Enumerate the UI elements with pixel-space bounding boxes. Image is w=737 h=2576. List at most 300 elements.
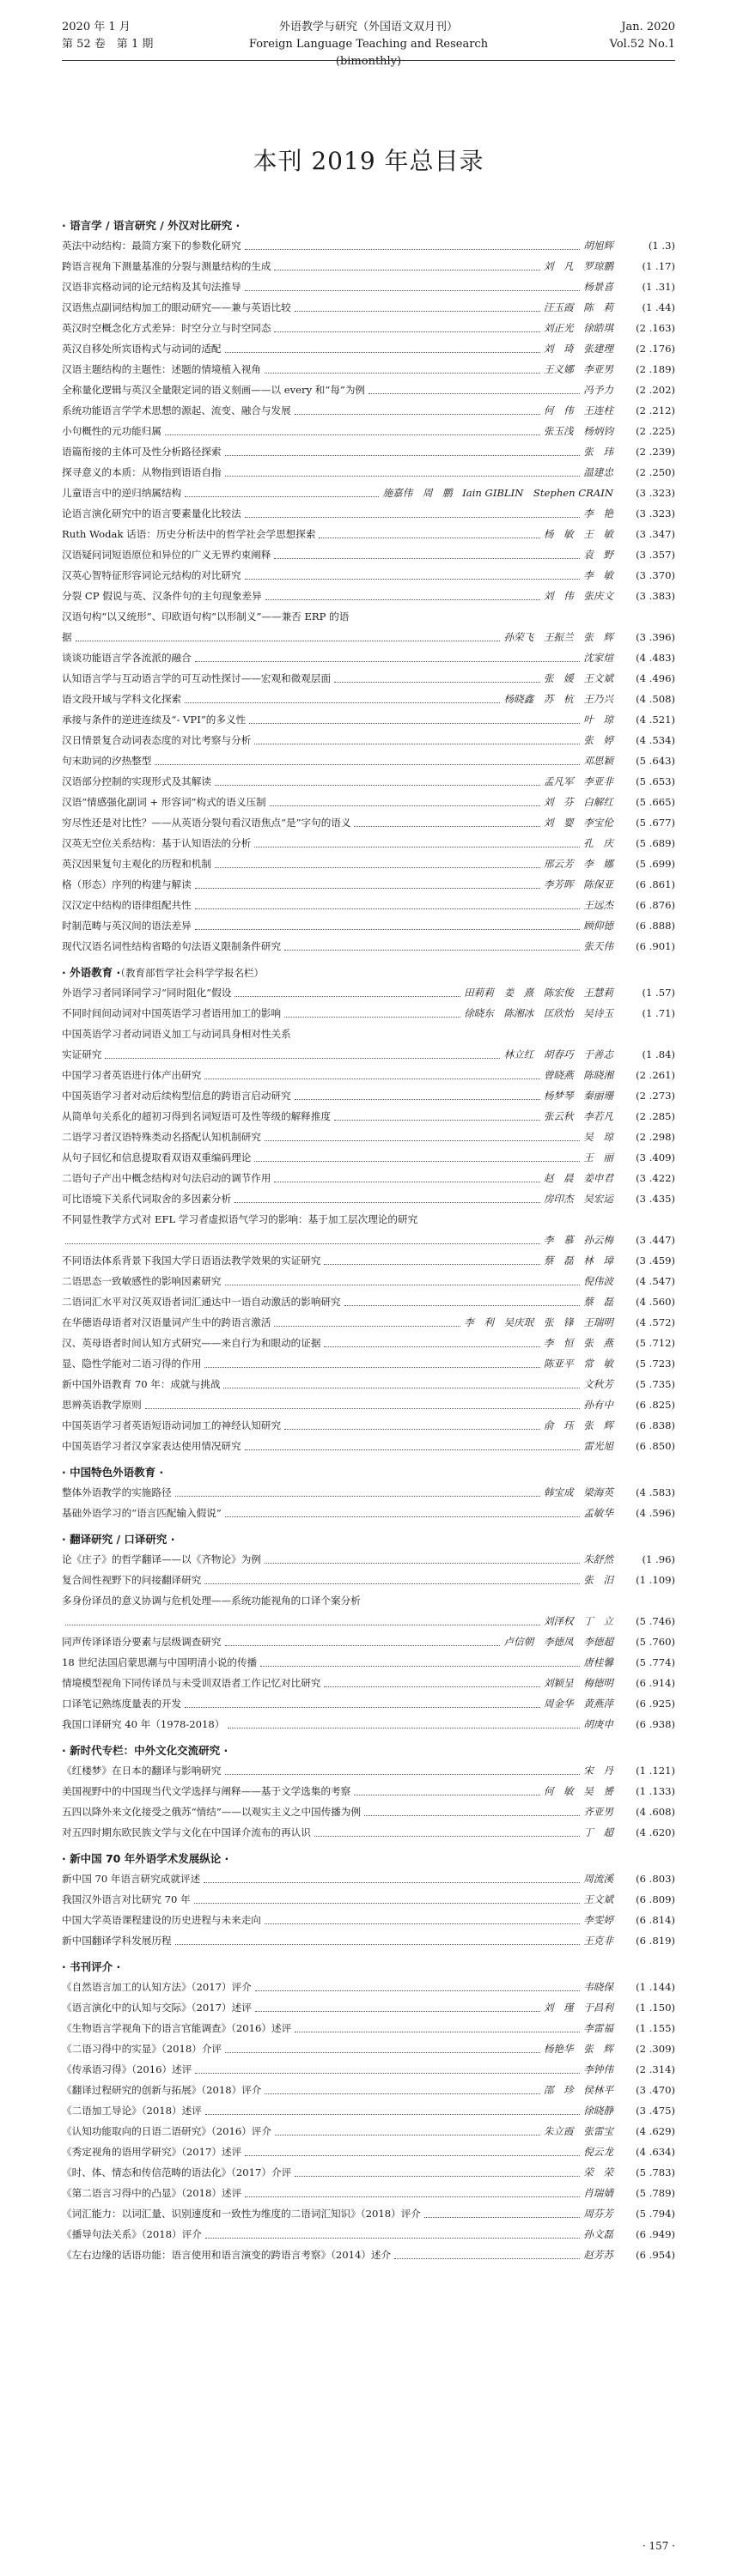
- toc-entry[interactable]: [62, 441, 675, 462]
- entry-title: 英法中动结构：最简方案下的参数化研究: [62, 240, 241, 252]
- toc-entry[interactable]: [62, 771, 675, 792]
- entry-title: 汉语句构“以又统形”、印欧语句构“以形制义”——兼否 ERP 的语: [62, 611, 350, 623]
- entry-authors: 袁 野: [583, 549, 613, 561]
- entry-page: (5 .760): [636, 1636, 675, 1648]
- toc-entry[interactable]: [62, 895, 675, 915]
- toc-entry[interactable]: [62, 462, 675, 483]
- toc-entry-continuation: [62, 627, 675, 647]
- toc-entry[interactable]: [62, 1333, 675, 1353]
- toc-entry[interactable]: [62, 1781, 675, 1801]
- entry-page: (6 .809): [636, 1893, 675, 1905]
- entry-page: (4 .483): [636, 652, 675, 664]
- toc-entry[interactable]: [62, 483, 675, 503]
- toc-entry[interactable]: [62, 338, 675, 359]
- entry-title: 汉语非宾格动词的论元结构及其句法推导: [62, 281, 241, 293]
- entry-title: 中国大学英语课程建设的历史进程与未来走向: [62, 1914, 261, 1926]
- entry-page: (2 .212): [636, 404, 675, 416]
- entry-title: 汉汉定中结构的语律组配共性: [62, 899, 192, 911]
- entry-title: 思辨英语教学原则: [62, 1399, 142, 1411]
- toc-entry[interactable]: [62, 2059, 675, 2080]
- entry-title: 英汉时空概念化方式差异：时空分立与时空同态: [62, 322, 271, 334]
- entry-authors: 王 丽: [583, 1151, 613, 1163]
- dot-leader: [245, 249, 581, 250]
- toc-entry[interactable]: [62, 2183, 675, 2203]
- entry-authors: 徐晓静: [583, 2105, 613, 2117]
- entry-title: 二语词汇水平对汉英双语者词汇通达中一语自动激活的影响研究: [62, 1296, 341, 1308]
- dot-leader: [314, 1836, 580, 1837]
- entry-title: 汉英心智特征形容词论元结构的对比研究: [62, 569, 241, 581]
- entry-authors: 杨 敏 王 敏: [543, 528, 613, 540]
- entry-page: (3 .323): [636, 507, 675, 519]
- entry-title: 《自然语言加工的认知方法》（2017）评介: [62, 1981, 252, 1993]
- entry-page: (1 .3): [648, 240, 675, 252]
- entry-page: (4 .629): [636, 2125, 675, 2137]
- entry-authors: 周金华 黄燕萍: [543, 1698, 613, 1710]
- toc-entry[interactable]: [62, 503, 675, 524]
- entry-authors: 刘 瑾 于昌利: [543, 2002, 613, 2014]
- entry-authors: 顾仰德: [583, 920, 613, 932]
- entry-title: 新中国 70 年语言研究成就评述: [62, 1873, 201, 1885]
- toc-entry[interactable]: [62, 1168, 675, 1188]
- entry-authors: 刘正光 徐皓琪: [543, 322, 613, 334]
- dot-leader: [265, 1923, 580, 1924]
- entry-title: 《秀定视角的语用学研究》（2017）述评: [62, 2146, 242, 2158]
- entry-page: (5 .746): [636, 1615, 675, 1627]
- entry-page: (3 .475): [636, 2105, 675, 2117]
- entry-authors: 施嘉伟 周 鹏 Iain GIBLIN Stephen CRAIN: [382, 487, 613, 499]
- toc-entry[interactable]: [62, 1889, 675, 1910]
- entry-page: (4 .596): [636, 1507, 675, 1519]
- toc-entry[interactable]: [62, 1868, 675, 1889]
- entry-page: (2 .298): [636, 1131, 675, 1143]
- entry-title: 《翻译过程研究的创新与拓展》（2018）评介: [62, 2084, 262, 2096]
- toc-entry[interactable]: [62, 2038, 675, 2059]
- toc-entry[interactable]: [62, 1631, 675, 1652]
- toc-entry[interactable]: [62, 2142, 675, 2162]
- dot-leader: [368, 393, 580, 394]
- toc-entry[interactable]: [62, 709, 675, 730]
- toc-entry[interactable]: [62, 318, 675, 338]
- entry-page: (6 .914): [636, 1677, 675, 1689]
- entry-page: (2 .273): [636, 1090, 675, 1102]
- toc-entry[interactable]: [62, 1910, 675, 1930]
- toc-entry[interactable]: [62, 2080, 675, 2100]
- entry-page: (3 .357): [636, 549, 675, 561]
- dot-leader: [195, 888, 540, 889]
- toc-entry[interactable]: [62, 1570, 675, 1590]
- entry-title: 时制范畴与英汉间的语法差异: [62, 920, 192, 932]
- toc-entry[interactable]: [62, 1652, 675, 1673]
- entry-title: 句末助词的汐热整型: [62, 755, 152, 767]
- entry-page: (2 .225): [636, 425, 675, 437]
- dot-leader: [185, 702, 500, 703]
- section-title: [62, 1958, 675, 1977]
- entry-page: (5 .735): [636, 1378, 675, 1390]
- entry-title: 在华德语母语者对汉语量词产生中的跨语言激活: [62, 1316, 271, 1328]
- entry-authors: 刘 婴 李宝伦: [543, 817, 613, 829]
- entry-page: (1 .121): [636, 1765, 675, 1777]
- entry-title: 英汉因果复句主观化的历程和机制: [62, 858, 211, 870]
- toc-entry[interactable]: [62, 1997, 675, 2018]
- entry-page: (3 .447): [636, 1234, 675, 1246]
- toc-entry[interactable]: [62, 982, 675, 1003]
- toc-entry[interactable]: [62, 1590, 675, 1611]
- toc-entry[interactable]: [62, 2100, 675, 2121]
- toc-entry[interactable]: [62, 689, 675, 709]
- dot-leader: [225, 455, 581, 456]
- toc-entry[interactable]: [62, 854, 675, 874]
- entry-title: 中国英语学习者动词语义加工与动词具身相对性关系: [62, 1028, 291, 1040]
- entry-authors: 文秋芳: [583, 1378, 613, 1390]
- entry-title: 《左右边缘的话语功能：语言使用和语言演变的跨语言考察》（2014）述介: [62, 2249, 392, 2261]
- dot-leader: [245, 2196, 580, 2197]
- entry-title: 汉语主题结构的主题性：述题的情境植入视角: [62, 363, 261, 375]
- entry-page: (6 .954): [636, 2249, 675, 2261]
- dot-leader: [155, 764, 580, 765]
- dot-leader: [225, 1774, 581, 1775]
- toc-entry[interactable]: [62, 1271, 675, 1291]
- entry-authors: 孙荣飞 王振兰 张 辉: [503, 631, 613, 643]
- entry-title: Ruth Wodak 话语：历史分析法中的哲学社会学思想探索: [62, 528, 316, 540]
- entry-title: 论《庄子》的哲学翻译——以《齐物论》为例: [62, 1553, 261, 1565]
- section-title-text: · 外语教育 ·: [62, 966, 121, 979]
- entry-title: 整体外语教学的实施路径: [62, 1486, 172, 1498]
- toc-entry[interactable]: [62, 1760, 675, 1781]
- dot-leader: [284, 950, 580, 951]
- section-title: [62, 1850, 675, 1868]
- toc-entry[interactable]: [62, 1291, 675, 1312]
- toc-entry[interactable]: [62, 2018, 675, 2038]
- entry-title: 跨语言视角下测量基准的分裂与测量结构的生成: [62, 260, 271, 272]
- entry-authors: 汪玉霞 陈 莉: [543, 301, 613, 313]
- entry-title: 《红楼梦》在日本的翻译与影响研究: [62, 1765, 222, 1777]
- entry-authors: 倪伟波: [583, 1275, 613, 1287]
- toc-entry[interactable]: [62, 1312, 675, 1333]
- entry-authors: 王文斌: [583, 1893, 613, 1905]
- toc-entry[interactable]: [62, 1714, 675, 1735]
- entry-page: (3 .422): [636, 1172, 675, 1184]
- entry-title: 认知语言学与互动语言学的可互动性探讨——宏观和微观层面: [62, 672, 332, 684]
- toc-entry[interactable]: [62, 647, 675, 668]
- entry-title: 情境模型视角下同传译员与未受训双语者工作记忆对比研究: [62, 1677, 321, 1689]
- dot-leader: [255, 1990, 580, 1991]
- dot-leader: [195, 908, 580, 909]
- entry-title: 外语学习者同译同学习“同时阻化”假设: [62, 987, 232, 999]
- dot-leader: [204, 1367, 540, 1368]
- dot-leader: [265, 373, 540, 374]
- section-title: [62, 1530, 675, 1549]
- dot-leader: [274, 1326, 460, 1327]
- header-left: [62, 19, 199, 53]
- entry-page: (1 .17): [642, 260, 675, 272]
- toc-entry[interactable]: [62, 1394, 675, 1415]
- toc-entry[interactable]: [62, 235, 675, 256]
- toc-entry[interactable]: [62, 1147, 675, 1168]
- entry-page: (5 .643): [636, 755, 675, 767]
- entry-title: 五四以降外来文化接受之俄苏“情结”——以观实主义之中国传播为例: [62, 1806, 362, 1818]
- entry-authors: 王义娜 李亚男: [543, 363, 613, 375]
- toc-entry[interactable]: [62, 874, 675, 895]
- entry-authors: 张 玮: [583, 446, 613, 458]
- toc-entry[interactable]: [62, 915, 675, 936]
- entry-authors: 杨晓鑫 苏 杭 王乃兴: [503, 693, 613, 705]
- entry-authors: 吴 琼: [583, 1131, 613, 1143]
- entry-title: 不同语法体系背景下我国大学日语语法教学效果的实证研究: [62, 1255, 321, 1267]
- toc-entry[interactable]: [62, 1436, 675, 1456]
- entry-title-continuation: 实证研究: [62, 1048, 102, 1060]
- toc-section: [62, 1530, 675, 1735]
- entry-page: (2 .261): [636, 1069, 675, 1081]
- entry-page: (5 .653): [636, 775, 675, 787]
- toc-entry[interactable]: [62, 1024, 675, 1044]
- dot-leader: [295, 1099, 540, 1100]
- toc-entry[interactable]: [62, 668, 675, 689]
- entry-authors: 朱舒然: [583, 1553, 613, 1565]
- toc-section: [62, 1850, 675, 1951]
- entry-title: 中国英语学习者对动后续构型信息的跨语言启动研究: [62, 1090, 291, 1102]
- dot-leader: [215, 785, 540, 786]
- entry-page: (3 .459): [636, 1255, 675, 1267]
- toc-entry[interactable]: [62, 792, 675, 812]
- toc-entry[interactable]: [62, 544, 675, 565]
- toc-entry[interactable]: [62, 812, 675, 833]
- section-title-text: · 语言学 / 语言研究 / 外汉对比研究 ·: [62, 219, 241, 232]
- entry-title: 《认知功能取向的日语二语研究》（2016）评介: [62, 2125, 271, 2137]
- entry-title: 汉语“情感强化副词 + 形容词”构式的语义压制: [62, 796, 266, 808]
- dot-leader: [245, 2155, 580, 2156]
- dot-leader: [225, 476, 581, 477]
- entry-page: (3 .347): [636, 528, 675, 540]
- entry-authors: 邵 珍 侯林平: [543, 2084, 613, 2096]
- entry-authors: 陈亚平 常 敏: [543, 1358, 613, 1370]
- toc-entry-continuation: [62, 1611, 675, 1631]
- entry-authors: 孟敏华: [583, 1507, 613, 1519]
- toc-entry[interactable]: [62, 421, 675, 441]
- entry-authors: 李雷福: [583, 2022, 613, 2034]
- toc-entry[interactable]: [62, 400, 675, 421]
- toc-section: [62, 1958, 675, 2265]
- entry-authors: 张云秋 李若凡: [543, 1110, 613, 1122]
- entry-title: 多身份译员的意义协调与危机处理——系统功能视角的口译个案分析: [62, 1595, 361, 1607]
- toc-entry[interactable]: [62, 833, 675, 854]
- entry-title: 同声传译译语分要素与层级调查研究: [62, 1636, 222, 1648]
- toc-entry[interactable]: [62, 1693, 675, 1714]
- entry-page: (5 .689): [636, 837, 675, 849]
- dot-leader: [324, 1264, 539, 1265]
- entry-authors: 李钟伟: [583, 2063, 613, 2075]
- entry-page: (4 .583): [636, 1486, 675, 1498]
- entry-page: (2 .189): [636, 363, 675, 375]
- entry-authors: 俞 珏 张 辉: [543, 1419, 613, 1431]
- entry-authors: 荣 荣: [583, 2166, 613, 2178]
- entry-page: (5 .712): [636, 1337, 675, 1349]
- entry-authors: 邓思颖: [583, 755, 613, 767]
- entry-page: (1 .96): [642, 1553, 675, 1565]
- entry-title: 从句子回忆和信息提取看双语双重编码理论: [62, 1151, 252, 1163]
- header-center: [216, 19, 521, 70]
- entry-page: (4 .521): [636, 714, 675, 726]
- toc-entry[interactable]: [62, 1250, 675, 1271]
- toc-entry[interactable]: [62, 1065, 675, 1085]
- entry-authors: 张 媛 王文斌: [543, 672, 613, 684]
- entry-title: 中国英语学习者英语短语动词加工的神经认知研究: [62, 1419, 282, 1431]
- section-note: （教育部哲学社会科学学报名栏）: [120, 967, 264, 979]
- entry-page: (6 .901): [636, 940, 675, 952]
- entry-authors: 雷光旭: [583, 1440, 613, 1452]
- toc-entry[interactable]: [62, 1106, 675, 1127]
- toc-entry[interactable]: [62, 565, 675, 586]
- dot-leader: [255, 2011, 540, 2012]
- toc-entry-continuation: [62, 1044, 675, 1065]
- entry-page: (5 .794): [636, 2208, 675, 2220]
- running-header: [62, 19, 675, 68]
- entry-page: (5 .677): [636, 817, 675, 829]
- dot-leader: [204, 1583, 580, 1584]
- entry-page: (4 .572): [636, 1316, 675, 1328]
- entry-page: (3 .435): [636, 1193, 675, 1205]
- toc-entry[interactable]: [62, 1822, 675, 1843]
- toc-entry[interactable]: [62, 276, 675, 297]
- entry-title: 语篇衔接的主体可及性分析路径探索: [62, 446, 222, 458]
- toc-entry[interactable]: [62, 1003, 675, 1024]
- dot-leader: [394, 2258, 580, 2259]
- entry-page: (6 .850): [636, 1440, 675, 1452]
- toc-entry[interactable]: [62, 1549, 675, 1570]
- dot-leader: [265, 1563, 580, 1564]
- entry-title: 不同时间间动词对中国英语学习者语用加工的影响: [62, 1007, 282, 1019]
- entry-title: 二语句子产出中概念结构对句法启动的调节作用: [62, 1172, 271, 1184]
- entry-page: (2 .202): [636, 384, 675, 396]
- toc-entry[interactable]: [62, 2224, 675, 2245]
- entry-authors: 刘 伟 张庆文: [543, 590, 613, 602]
- entry-page: (4 .547): [636, 1275, 675, 1287]
- entry-title: 探寻意义的本质：从物指到语语自指: [62, 466, 222, 478]
- toc-entry[interactable]: [62, 1482, 675, 1503]
- dot-leader: [265, 1140, 580, 1141]
- toc-entry[interactable]: [62, 586, 675, 606]
- dot-leader: [205, 2114, 580, 2115]
- entry-authors: 蔡 磊: [583, 1296, 613, 1308]
- toc-entry[interactable]: [62, 297, 675, 318]
- entry-title: 《时、体、情态和传信范畴的语法化》（2017）介评: [62, 2166, 292, 2178]
- entry-authors: 卢信朝 李德凤 李德超: [503, 1636, 613, 1648]
- dot-leader: [275, 2135, 540, 2136]
- section-title-text: · 书刊评介 ·: [62, 1960, 121, 1973]
- dot-leader: [225, 2052, 540, 2053]
- entry-authors: 叶 琼: [583, 714, 613, 726]
- toc-entry[interactable]: [62, 256, 675, 276]
- entry-authors: 丁 超: [583, 1826, 613, 1838]
- journal-name-cn: 外语教学与研究（外国语文双月刊）: [278, 21, 458, 33]
- entry-title: 《词汇能力：以词汇量、识别速度和一致性为维度的二语词汇知识》（2018）评介: [62, 2208, 421, 2220]
- table-of-contents: [62, 216, 675, 2272]
- entry-authors: 李芳晖 陈保亚: [543, 878, 613, 890]
- dot-leader: [295, 2176, 580, 2177]
- entry-title: 《生物语言学视角下的语言官能调查》（2016）述评: [62, 2022, 292, 2034]
- toc-entry[interactable]: [62, 359, 675, 380]
- entry-page: (5 .789): [636, 2187, 675, 2199]
- toc-entry[interactable]: [62, 606, 675, 627]
- dot-leader: [354, 826, 539, 827]
- toc-entry[interactable]: [62, 1801, 675, 1822]
- volume-issue-en: Vol.52 No.1: [609, 38, 675, 51]
- entry-authors: 胡旭辉: [583, 240, 613, 252]
- toc-entry[interactable]: [62, 2203, 675, 2224]
- dot-leader: [195, 929, 580, 930]
- entry-page: (4 .560): [636, 1296, 675, 1308]
- toc-entry[interactable]: [62, 1188, 675, 1209]
- dot-leader: [195, 661, 580, 662]
- entry-authors: 温建忠: [583, 466, 613, 478]
- toc-entry[interactable]: [62, 1415, 675, 1436]
- toc-entry[interactable]: [62, 1503, 675, 1523]
- toc-entry[interactable]: [62, 380, 675, 400]
- toc-entry[interactable]: [62, 936, 675, 957]
- dot-leader: [274, 558, 580, 559]
- entry-title: 新中国外语教育 70 年：成就与挑战: [62, 1378, 221, 1390]
- toc-entry[interactable]: [62, 1127, 675, 1147]
- toc-entry[interactable]: [62, 1977, 675, 1997]
- entry-page: (1 .150): [636, 2002, 675, 2014]
- toc-entry[interactable]: [62, 2245, 675, 2265]
- entry-page: (3 .383): [636, 590, 675, 602]
- toc-entry[interactable]: [62, 2162, 675, 2183]
- entry-page: (3 .323): [636, 487, 675, 499]
- entry-title: 现代汉语名词性结构省略的句法语义限制条件研究: [62, 940, 282, 952]
- entry-title: 谈谈功能语言学各流派的融合: [62, 652, 192, 664]
- toc-entry[interactable]: [62, 750, 675, 771]
- entry-title: 汉语焦点副词结构加工的眼动研究——兼与英语比较: [62, 301, 291, 313]
- toc-entry[interactable]: [62, 1085, 675, 1106]
- entry-title: 汉、英母语者时间认知方式研究——来自行为和眼动的证据: [62, 1337, 321, 1349]
- toc-section: [62, 1463, 675, 1523]
- entry-title: 美国视野中的中国现当代文学选择与阐释——基于文学选集的考察: [62, 1785, 351, 1797]
- toc-entry[interactable]: [62, 2121, 675, 2142]
- entry-title: 穷尽性还是对比性？——从英语分裂句看汉语焦点“是”字句的语义: [62, 817, 351, 829]
- entry-title: 《传承语习得》（2016）述评: [62, 2063, 192, 2075]
- entry-authors: 胡庚申: [583, 1718, 613, 1730]
- entry-authors: 杨景喜: [583, 281, 613, 293]
- entry-authors: 李 敏: [583, 569, 613, 581]
- toc-entry[interactable]: [62, 1209, 675, 1230]
- entry-title: 新中国翻译学科发展历程: [62, 1935, 172, 1947]
- toc-entry[interactable]: [62, 1673, 675, 1693]
- toc-entry[interactable]: [62, 730, 675, 750]
- entry-authors: 刘 凡 罗琼鹏: [543, 260, 613, 272]
- dot-leader: [145, 1408, 580, 1409]
- entry-title: 《二语加工导论》（2018）述评: [62, 2105, 202, 2117]
- toc-entry[interactable]: [62, 1353, 675, 1374]
- entry-title: 18 世纪法国启蒙思潮与中国明清小说的传播: [62, 1656, 258, 1668]
- entry-page: (4 .634): [636, 2146, 675, 2158]
- entry-authors: 李雯婷: [583, 1914, 613, 1926]
- entry-title: 小句概性的元功能归属: [62, 425, 161, 437]
- dot-leader: [324, 1346, 539, 1347]
- entry-page: (4 .508): [636, 693, 675, 705]
- toc-entry[interactable]: [62, 524, 675, 544]
- dot-leader: [245, 290, 581, 291]
- dot-leader: [295, 311, 540, 312]
- toc-entry[interactable]: [62, 1374, 675, 1394]
- entry-page: (1 .31): [642, 281, 675, 293]
- dot-leader: [204, 1882, 580, 1883]
- entry-title: 从简单句关系化的超初习得到名词短语可及性等级的解释推度: [62, 1110, 332, 1122]
- dot-leader: [274, 331, 539, 332]
- toc-entry[interactable]: [62, 1930, 675, 1951]
- entry-title: 显、隐性学能对二语习得的作用: [62, 1358, 202, 1370]
- entry-title: 《播导句法关系》（2018）评介: [62, 2228, 202, 2240]
- entry-page: (1 .144): [636, 1981, 675, 1993]
